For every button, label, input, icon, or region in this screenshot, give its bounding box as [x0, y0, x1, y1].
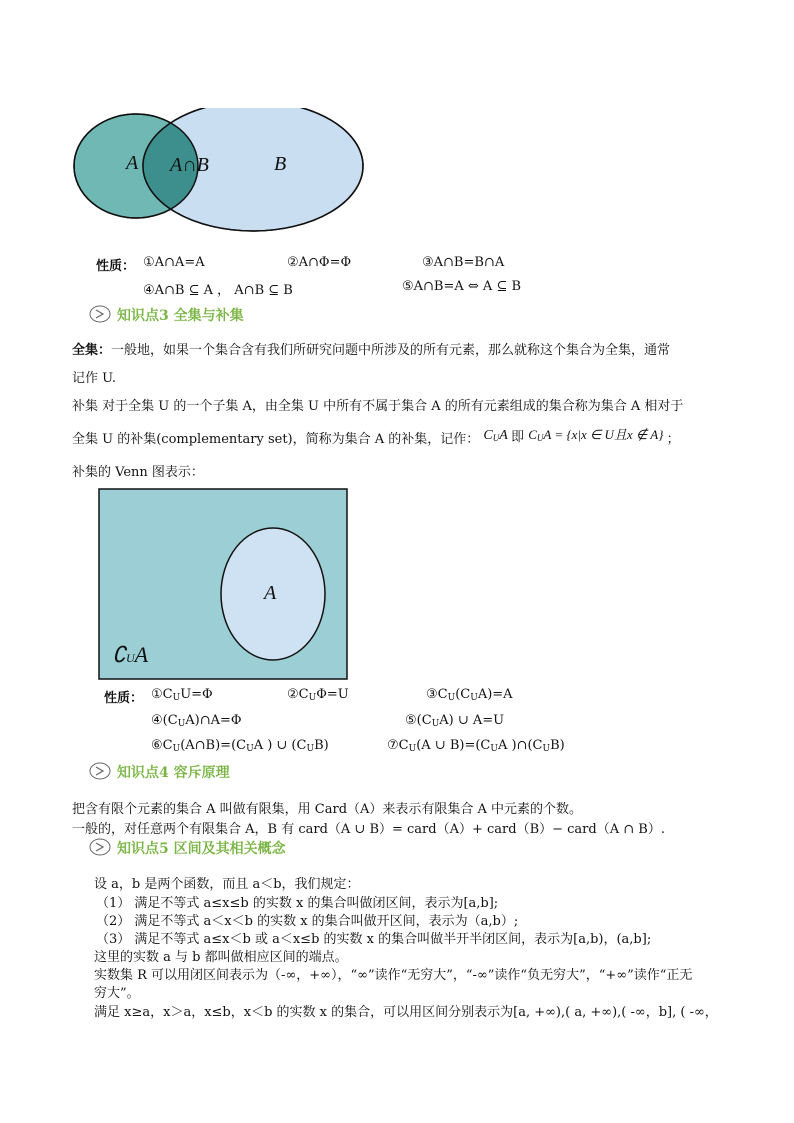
complement-venn-label: 补集的 Venn 图表示：: [72, 465, 204, 480]
inclusion-line1: 把含有限个元素的集合 A 叫做有限集，用 Card（A）来表示有限集合 A 中元素的个数。: [72, 802, 583, 817]
props2-p6: $⑥C_U(A\cap B)=(C_UA$ ) ∪ $(C_UB)$: [151, 738, 329, 754]
props1-p5: ⑤A∩B=A ⇔ A ⊆ B: [402, 279, 522, 294]
venn2-label-cua: ∁UA: [112, 642, 149, 667]
interval-l6: 实数集 R 可以用闭区间表示为（-∞，+∞），“∞”读作“无穷大”，“-∞”读作“负无穷大”，“+∞”读作“正无: [94, 968, 693, 983]
interval-l7: 穷大”。: [94, 986, 140, 1001]
props2-p2: $②C_U\Phi=U$: [287, 687, 349, 703]
props1-label: 性质：: [96, 259, 136, 274]
props1-p2: ②A∩Φ=Φ: [287, 255, 352, 270]
complement-line2: 全集 U 的补集(complementary set)，简称为集合 A 的补集，记作： $C_UA$ 即 $C_UA = \{x|x$ ∈ U且x ∉ A} ；: [72, 427, 680, 447]
venn1-label-a: A: [126, 152, 139, 174]
interval-l5: 这里的实数 a 与 b 都叫做相应区间的端点。: [94, 950, 348, 965]
kp5-title: 知识点5 区间及其相关概念: [117, 841, 286, 857]
complement-formula: $C_UA$: [483, 428, 508, 443]
interval-l2: （1） 满足不等式 a≤x≤b 的实数 x 的集合叫做闭区间，表示为[a,b];: [96, 896, 499, 911]
universal-label: 全集：: [72, 343, 112, 358]
universal-text2: 记作 U.: [72, 371, 117, 386]
section-arrow-icon: [89, 838, 111, 856]
venn1-label-b: B: [274, 153, 287, 175]
interval-l1: 设 a，b 是两个函数，而且 a＜b，我们规定：: [94, 877, 360, 892]
kp4-title: 知识点4 容斥原理: [117, 765, 230, 781]
venn2-label-a: A: [264, 582, 277, 604]
props2-p3: $③C_U(C_UA)=A$: [426, 687, 513, 703]
interval-l3: （2） 满足不等式 a＜x＜b 的实数 x 的集合叫做开区间，表示为（a,b）;: [96, 914, 519, 929]
props1-p3: ③A∩B=B∩A: [422, 255, 505, 270]
inclusion-line2: 一般的，对任意两个有限集合 A，B 有 card（A ∪ B）= card（A）+ card（B）− card（A ∩ B）.: [72, 822, 665, 837]
interval-l4: （3） 满足不等式 a≤x＜b 或 a＜x≤b 的实数 x 的集合叫做半开半闭区间，表示为[a,b)，(a,b];: [96, 932, 652, 947]
props2-p1: $①C_UU=\Phi$: [151, 687, 213, 703]
universal-text1: 全集：一般地，如果一个集合含有我们所研究问题中所涉及的所有元素，那么就称这个集合为全集，通常: [72, 343, 671, 358]
props2-label: 性质：: [104, 691, 144, 706]
props1-p4: ④A∩B ⊆ A ， A∩B ⊆ B: [143, 283, 293, 298]
props2-p5: $⑤(C_UA)$ ∪ A=U: [405, 713, 505, 729]
props2-p4: $④(C_UA)\cap A=\Phi$: [151, 713, 242, 729]
interval-l8: 满足 x≥a，x＞a，x≤b，x＜b 的实数 x 的集合，可以用区间分别表示为[a, +∞),( a, +∞),( -∞，b], ( -∞，: [94, 1005, 718, 1020]
kp3-title: 知识点3 全集与补集: [117, 308, 244, 324]
venn1-label-ab: A∩B: [170, 154, 209, 176]
props2-p7: $⑦C_U(A$ ∪ $B)=(C_UA$ )$\cap(C_UB)$: [387, 738, 565, 754]
props1-p1: ①A∩A=A: [143, 255, 205, 270]
complement-line1: 补集 对于全集 U 的一个子集 A，由全集 U 中所有不属于集合 A 的所有元素组成的集合称为集合 A 相对于: [72, 399, 684, 414]
section-arrow-icon: [89, 762, 111, 780]
section-arrow-icon: [89, 305, 111, 323]
complement-definition: $C_UA = \{x|x$ ∈ U且x ∉ A}: [528, 427, 664, 443]
venn-intersection-diagram: [70, 108, 370, 240]
